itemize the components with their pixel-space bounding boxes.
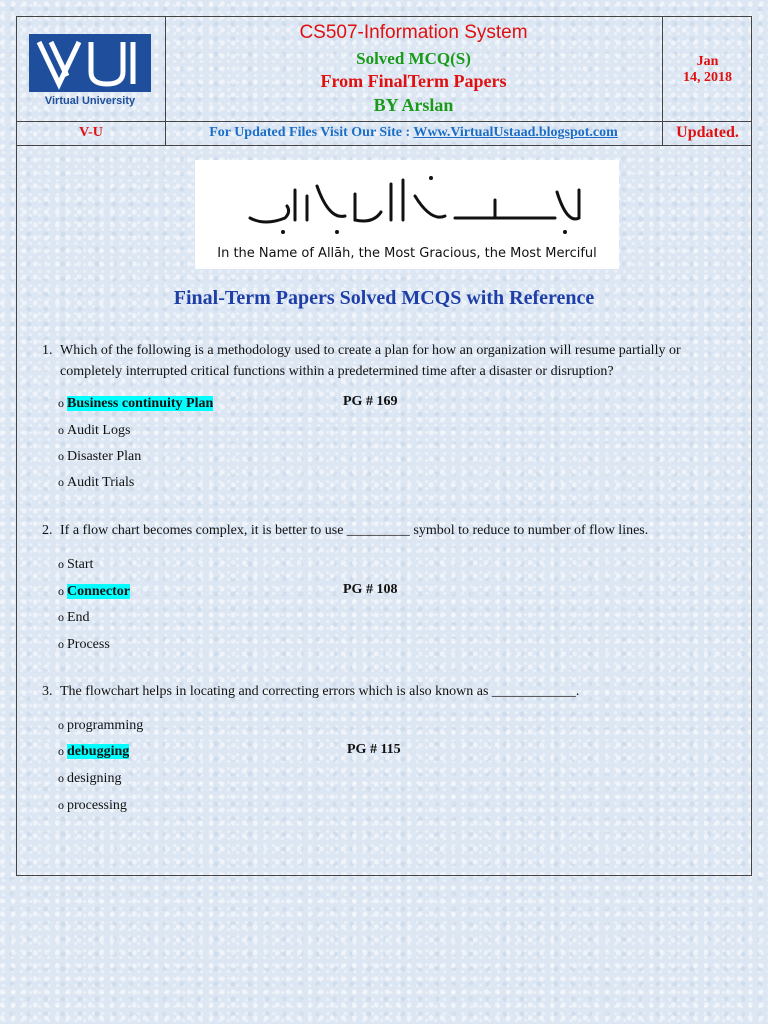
vu-logo-icon	[29, 34, 151, 92]
page-reference: PG # 115	[347, 742, 401, 757]
option[interactable]: o Audit Logs	[58, 423, 131, 438]
course-title: CS507-Information System	[299, 22, 528, 43]
banner-caption: In the Name of Allāh, the Most Gracious, the Most Merciful	[217, 246, 597, 261]
option[interactable]: o programming	[58, 718, 144, 733]
option[interactable]: o designing	[58, 771, 122, 786]
option-label: Connector	[67, 584, 130, 599]
option[interactable]: o End	[58, 610, 90, 625]
vu-label: V-U	[79, 125, 103, 140]
source-line: From FinalTerm Papers	[320, 71, 507, 91]
site-line	[165, 121, 662, 145]
option-label: debugging	[67, 744, 130, 759]
option-label: Start	[67, 557, 94, 572]
site-prefix: For Updated Files Visit Our Site :	[209, 125, 411, 140]
question-text: If a flow chart becomes complex, it is better to use _________ symbol to reduce to number of flow lines.	[60, 523, 649, 538]
option-label: Audit Trials	[67, 475, 135, 490]
option[interactable]: o Process	[58, 637, 110, 652]
option-label: Business continuity Plan	[67, 396, 214, 411]
site-link[interactable]: Www.VirtualUstaad.blogspot.com	[413, 125, 618, 140]
title-cell	[165, 17, 662, 121]
option-label: Disaster Plan	[67, 449, 142, 464]
question-3	[42, 681, 742, 702]
page-title: Final-Term Papers Solved MCQS with Reference	[173, 287, 595, 309]
option-label: processing	[67, 798, 127, 813]
date-cell	[662, 17, 753, 121]
calligraphy-icon	[195, 160, 619, 246]
question-1	[42, 340, 742, 382]
question-number: 3.	[42, 684, 53, 699]
page-reference: PG # 169	[343, 394, 398, 409]
logo-text: Virtual University	[44, 95, 136, 107]
logo-cell	[17, 17, 165, 121]
option[interactable]: o processing	[58, 798, 127, 813]
question-text: Which of the following is a methodology used to create a plan for how an organization will resume partially or completely interrupted critical functions within a predetermined time after a disaster or disruption?	[60, 343, 681, 379]
date-day-year: 14, 2018	[683, 70, 732, 85]
option[interactable]: o Start	[58, 557, 94, 572]
date-month: Jan	[696, 54, 719, 69]
page-reference: PG # 108	[343, 582, 398, 597]
option-correct[interactable]: o Business continuity Plan	[58, 396, 214, 411]
option-correct[interactable]: o debugging	[58, 744, 130, 759]
option-label: Audit Logs	[67, 423, 131, 438]
subtitle: Solved MCQ(S)	[356, 49, 471, 68]
option[interactable]: o Disaster Plan	[58, 449, 142, 464]
option-label: End	[67, 610, 90, 625]
option-label: programming	[67, 718, 144, 733]
question-text: The flowchart helps in locating and correcting errors which is also known as ____________.	[60, 684, 580, 699]
author-line: BY Arslan	[373, 95, 454, 115]
option-label: designing	[67, 771, 122, 786]
question-2	[42, 520, 742, 541]
option[interactable]: o Audit Trials	[58, 475, 135, 490]
bismillah-banner	[195, 160, 619, 269]
option-correct[interactable]: o Connector	[58, 584, 130, 599]
updated-label: Updated.	[676, 124, 739, 141]
question-number: 1.	[42, 343, 53, 358]
option-label: Process	[67, 637, 110, 652]
question-number: 2.	[42, 523, 53, 538]
